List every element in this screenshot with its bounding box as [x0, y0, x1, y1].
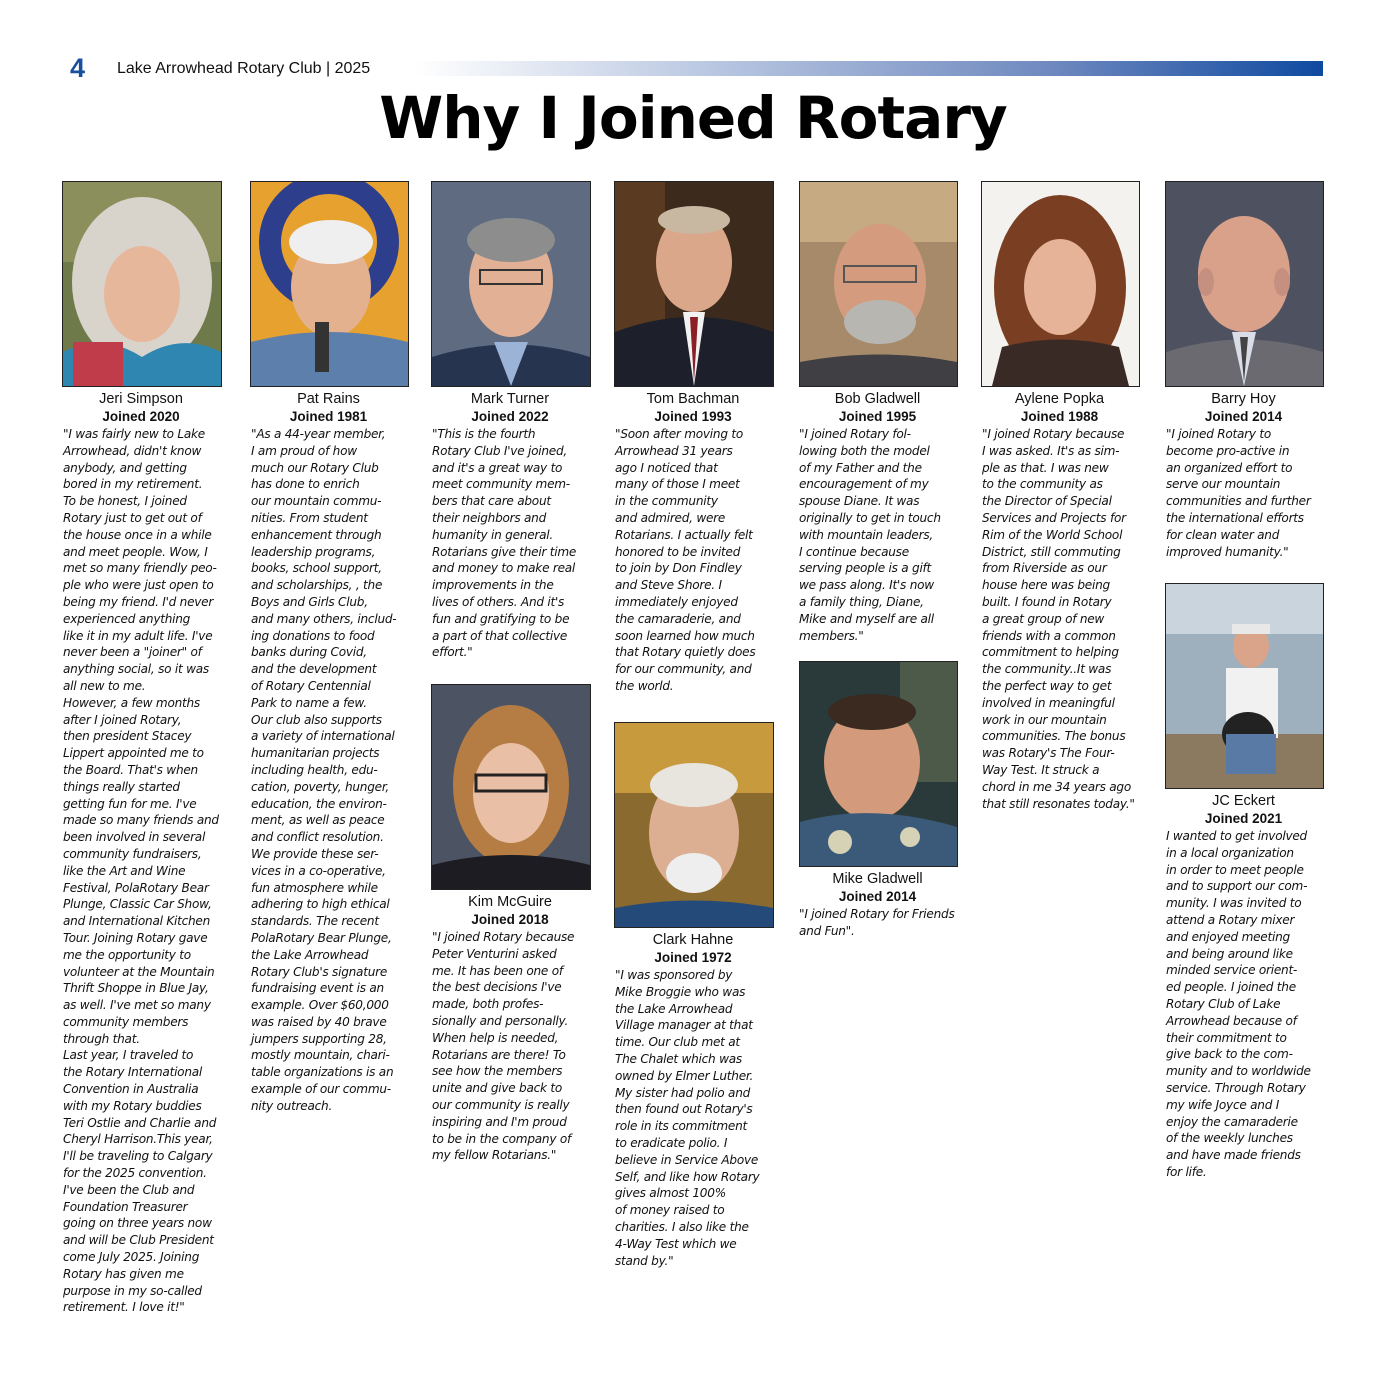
member-joined: Joined 2020 — [102, 409, 180, 424]
member-name: Mike Gladwell — [832, 871, 923, 887]
member-aylene-popka — [981, 391, 1138, 425]
photo-mark-turner — [431, 181, 591, 387]
photo-jeri-simpson — [62, 181, 222, 387]
quote-barry-hoy: "I joined Rotary to become pro-active in an organized effort to serve our mountain communities and further the international efforts for clean water and improved humanity." — [1166, 427, 1311, 559]
photo-kim-mcguire — [431, 684, 591, 890]
member-name: Bob Gladwell — [834, 391, 921, 407]
member-joined: Joined 2014 — [838, 889, 917, 904]
photo-mike-gladwell — [799, 661, 958, 867]
member-joined: Joined 1988 — [1020, 409, 1099, 424]
member-name: Kim McGuire — [468, 894, 552, 910]
member-joined: Joined 1972 — [654, 950, 732, 965]
member-joined: Joined 2022 — [471, 409, 549, 424]
member-name: Barry Hoy — [1211, 391, 1276, 407]
member-name: Clark Hahne — [652, 932, 734, 948]
quote-mark-turner: "This is the fourth Rotary Club I've joined, and it's a great way to meet community mem- bers that care about their neighbors and humanity in general. Rotarians give their time and money to make real improvements in the lives of others. And it's fun and gratifying to be a part of that collective effort." — [432, 427, 577, 660]
photo-tom-bachman — [614, 181, 774, 387]
member-joined: Joined 2021 — [1204, 811, 1283, 826]
member-jc-eckert — [1165, 793, 1322, 827]
quote-bob-gladwell: "I joined Rotary fol- lowing both the model of my Father and the encouragement of my spouse Diane. It was originally to get in touch with mountain leaders, I continue because serving people is a gift we pass along. It's now a family thing, Diane, Mike and myself are all members." — [799, 427, 941, 643]
member-mike-gladwell — [799, 871, 956, 905]
photo-barry-hoy — [1165, 181, 1324, 387]
member-joined: Joined 2018 — [471, 912, 549, 927]
member-barry-hoy — [1165, 391, 1322, 425]
member-name: Tom Bachman — [646, 391, 740, 407]
member-joined: Joined 1981 — [289, 409, 368, 424]
member-jeri-simpson — [62, 391, 220, 425]
photo-jc-eckert — [1165, 583, 1324, 789]
member-kim-mcguire — [431, 894, 589, 928]
quote-clark-hahne: "I was sponsored by Mike Broggie who was the Lake Arrowhead Village manager at that time. Our club met at The Chalet which was owned by Elmer Luther. My sister had polio and then found out Rotary's role in its commitment to eradicate polio. I believe in Service Above Self, and like how Rotary gives almost 100% of money raised to charities. I also like the 4-Way Test which we stand by." — [615, 968, 760, 1268]
photo-bob-gladwell — [799, 181, 958, 387]
photo-pat-rains — [250, 181, 409, 387]
publication-name: Lake Arrowhead Rotary Club | 2025 — [117, 60, 371, 77]
member-joined: Joined 1993 — [654, 409, 732, 424]
member-pat-rains — [250, 391, 407, 425]
photo-aylene-popka — [981, 181, 1140, 387]
quote-jeri-simpson: "I was fairly new to Lake Arrowhead, didn't know anybody, and getting bored in my retirement. To be honest, I joined Rotary just to get out of the house once in a while and meet people. Wow, I met so many friendly peo- ple who were just open to being my friend. I'd never experienced anything like it in my adult life. I've never been a "joiner" of anything social, so it was all new to me. However, a few months after I joined Rotary, then president Stacey Lippert appointed me to the Board. That's when things really started getting fun for me. I've made so many friends and been involved in several community fundraisers, like the Art and Wine Festival, PolaRotary Bear Plunge, Classic Car Show, and International Kitchen Tour. Joining Rotary gave me the opportunity to volunteer at the Mountain Thrift Shoppe in Blue Jay, as well. I've met so many community members through that. Last year, I traveled to the Rotary International Convention in Australia with my Rotary buddies Teri Ostlie and Charlie and Cheryl Harrison.This year, I'll be traveling to Calgary for the 2025 convention. I've been the Club and Foundation Treasurer going on three years now and will be Club President come July 2025. Joining Rotary has given me purpose in my so-called retirement. I love it!" — [63, 427, 219, 1315]
member-clark-hahne — [614, 932, 772, 966]
header-gradient-bar — [415, 61, 1323, 76]
member-joined: Joined 1995 — [838, 409, 917, 424]
member-name: Jeri Simpson — [99, 391, 183, 407]
member-joined: Joined 2014 — [1204, 409, 1283, 424]
quote-jc-eckert: I wanted to get involved in a local organization in order to meet people and to support our com- munity. I was invited to attend a Rotary mixer and enjoyed meeting and being around like minded service orient- ed people. I joined the Rotary Club of Lake Arrowhead because of their commitment to give back to the com- munity and to worldwide service. Through Rotary my wife Joyce and I enjoy the camaraderie of the weekly lunches and have made friends for life. — [1166, 829, 1311, 1179]
member-tom-bachman — [614, 391, 772, 425]
member-bob-gladwell — [799, 391, 956, 425]
member-mark-turner — [431, 391, 589, 425]
quote-tom-bachman: "Soon after moving to Arrowhead 31 years ago I noticed that many of those I meet in the community and admired, were Rotarians. I actually felt honored to be invited to join by Don Findley and Steve Shore. I immediately enjoyed the camaraderie, and soon learned how much that Rotary quietly does for our community, and the world. — [615, 427, 756, 693]
member-name: Pat Rains — [297, 391, 360, 407]
member-name: JC Eckert — [1212, 793, 1275, 809]
quote-pat-rains: "As a 44-year member, I am proud of how much our Rotary Club has done to enrich our mountain commu- nities. From student enhancement through leadership programs, books, school support, and scholarships, , the Boys and Girls Club, and many others, includ- ing donations to food banks during Covid, and the development of Rotary Centennial Park to name a few. Our club also supports a variety of international humanitarian projects including health, edu- cation, poverty, hunger, education, the environ- ment, as well as peace and conflict resolution. We provide these ser- vices in a co-operative, fun atmosphere while adhering to high ethical standards. The recent PolaRotary Bear Plunge, the Lake Arrowhead Rotary Club's signature fundraising event is an example. Over $60,000 was raised by 40 brave jumpers supporting 28, mostly mountain, chari- table organizations is an example of our commu- nity outreach. — [251, 427, 397, 1113]
page-number: 4 — [70, 53, 86, 83]
quote-mike-gladwell: "I joined Rotary for Friends and Fun". — [799, 907, 955, 938]
page-title: Why I Joined Rotary — [379, 84, 1007, 152]
photo-clark-hahne — [614, 722, 774, 928]
quote-kim-mcguire: "I joined Rotary because Peter Venturini asked me. It has been one of the best decisions I've made, both profes- sionally and personally. When help is needed, Rotarians are there! To see how the members unite and give back to our community is really inspiring and I'm proud to be in the company of my fellow Rotarians." — [432, 930, 575, 1163]
member-name: Aylene Popka — [1014, 391, 1105, 407]
member-name: Mark Turner — [470, 391, 550, 407]
quote-aylene-popka: "I joined Rotary because I was asked. It's as sim- ple as that. I was new to the community as the Director of Special Services and Projects for Rim of the World School District, still commuting from Riverside as our house here was being built. I found in Rotary a great group of new friends with a common commitment to helping the community..It was the perfect way to get involved in meaningful work in our mountain communities. The bonus was Rotary's The Four- Way Test. It struck a chord in me 34 years ago that still resonates today." — [982, 427, 1135, 811]
